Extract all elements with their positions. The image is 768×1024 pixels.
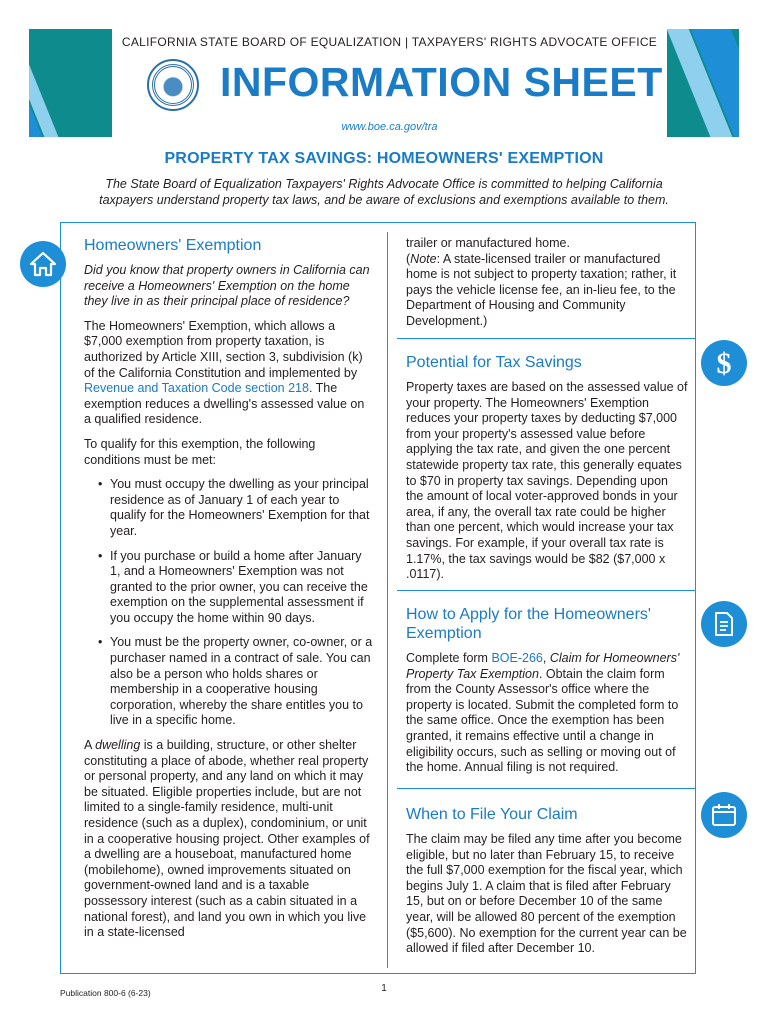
page-title: PROPERTY TAX SAVINGS: HOMEOWNERS' EXEMPTION <box>164 150 604 167</box>
section-separator <box>397 788 695 789</box>
column-divider <box>387 232 388 968</box>
lead-question: Did you know that property owners in California can receive a Homeowners' Exemption on the home they live in as their principal place of residence? <box>84 263 370 309</box>
paragraph-dwelling: A dwelling is a building, structure, or other shelter constituting a place of abode, whether real property or personal property, and any land on which it may be situated. Eligible properties include, but are not limited to a single-family residence, multi-unit residence (such as a duplex), condominium, or unit in a cooperative housing project. Other examples of a dwelling are a houseboat, manufactured home (mobilehome), owned improvements situated on government-owned land and is a taxable possessory interest (such as a cabin situated in a national forest), and land you own in which you live in a state-licensed <box>84 738 370 940</box>
paragraph-tax-savings: Property taxes are based on the assessed value of your property. The Homeowners' Exemption reduces your property taxes by deducting $7,000 from your property's assessed value before applying the tax rate, and given the one percent statewide property tax rate, this generally equates to $70 in property tax savings. Depending upon the amount of local voter-approved bonds in your area, if any, the overall tax rate could be higher than one percent, which would increase your tax savings. For example, if your overall tax rate is 1.17%, the tax savings would be $82 ($7,000 x .0117). <box>406 380 688 582</box>
rtc-section-218-link[interactable]: Revenue and Taxation Code section 218 <box>84 381 309 396</box>
document-icon <box>701 601 747 647</box>
state-seal-icon <box>147 59 199 111</box>
publication-number: Publication 800-6 (6-23) <box>60 988 151 998</box>
heading-homeowners-exemption: Homeowners' Exemption <box>84 237 262 254</box>
section-tax-savings <box>406 353 688 592</box>
dollar-icon <box>701 340 747 386</box>
paragraph-conditions: To qualify for this exemption, the following conditions must be met: <box>84 436 316 467</box>
paragraph-how-to-apply: Complete form BOE-266, Claim for Homeowners' Property Tax Exemption. Obtain the claim form from the County Assessor's office where the property is located. Submit the completed form to the same office. Once the exemption has been granted, it remains effective until a change in eligibility occurs, such as selling or moving out of the home. Annual filing is not required. <box>406 651 680 775</box>
right-column-continuation <box>406 236 686 339</box>
heading-tax-savings: Potential for Tax Savings <box>406 354 582 371</box>
sheet-title: INFORMATION SHEET <box>220 59 663 105</box>
intro-text: The State Board of Equalization Taxpayers' Rights Advocate Office is committed to helping California taxpayers understand property tax laws, and be aware of exclusions and exemptions available to them. <box>99 177 669 207</box>
list-item: • You must occupy the dwelling as your principal residence as of January 1 of each year to qualify for the Homeowners' Exemption for that year. <box>98 477 374 539</box>
calendar-icon <box>701 792 747 838</box>
conditions-list <box>98 477 374 729</box>
paragraph-authorization: The Homeowners' Exemption, which allows a $7,000 exemption from property taxation, is authorized by Article XIII, section 3, subdivision (k) of the California Constitution and implemented by Revenue and Taxation Code section 218. The exemption reduces a dwelling's assessed value on a qualified residence. <box>84 318 365 427</box>
heading-how-to-apply: How to Apply for the Homeowners' Exemption <box>406 606 651 642</box>
section-how-to-apply <box>406 605 688 785</box>
paragraph-when-to-file: The claim may be filed any time after you become eligible, but no later than February 15, to receive the full $7,000 exemption for the fiscal year, which begins July 1. A claim that is filed after February 15, but on or before December 10 of the same year, will be allowed 80 percent of the exemption ($5,600). No exemption for the current year can be allowed if filed after December 10. <box>406 832 687 956</box>
svg-text:$: $ <box>716 347 732 379</box>
section-when-to-file <box>406 805 688 966</box>
list-item: • You must be the property owner, co-owner, or a purchaser named in a contract of sale. You can also be a person who holds shares or membership in a cooperative housing corporation, whereby the share entitles you to live in a specific home. <box>98 635 374 729</box>
heading-when-to-file: When to File Your Claim <box>406 806 578 823</box>
header-banner <box>29 29 739 137</box>
list-item: • If you purchase or build a home after January 1, and a Homeowners' Exemption was not granted to the prior owner, you can receive the exemption on the supplemental assessment if you occupy the home within 90 days. <box>98 549 374 627</box>
page-number: 1 <box>381 983 387 994</box>
home-icon <box>20 241 66 287</box>
paragraph-continuation: trailer or manufactured home. (Note: A state-licensed trailer or manufactured home is not subject to property taxation; rather, it pays the vehicle license fee, an in-lieu fee, to the Department of Housing and Community Development.) <box>406 236 677 328</box>
header-panel <box>112 29 667 137</box>
website-link[interactable]: www.boe.ca.gov/tra <box>341 121 438 133</box>
boe-266-link[interactable]: BOE-266 <box>491 651 543 665</box>
org-line: CALIFORNIA STATE BOARD OF EQUALIZATION | TAXPAYERS' RIGHTS ADVOCATE OFFICE <box>121 35 658 49</box>
left-column <box>84 236 374 950</box>
